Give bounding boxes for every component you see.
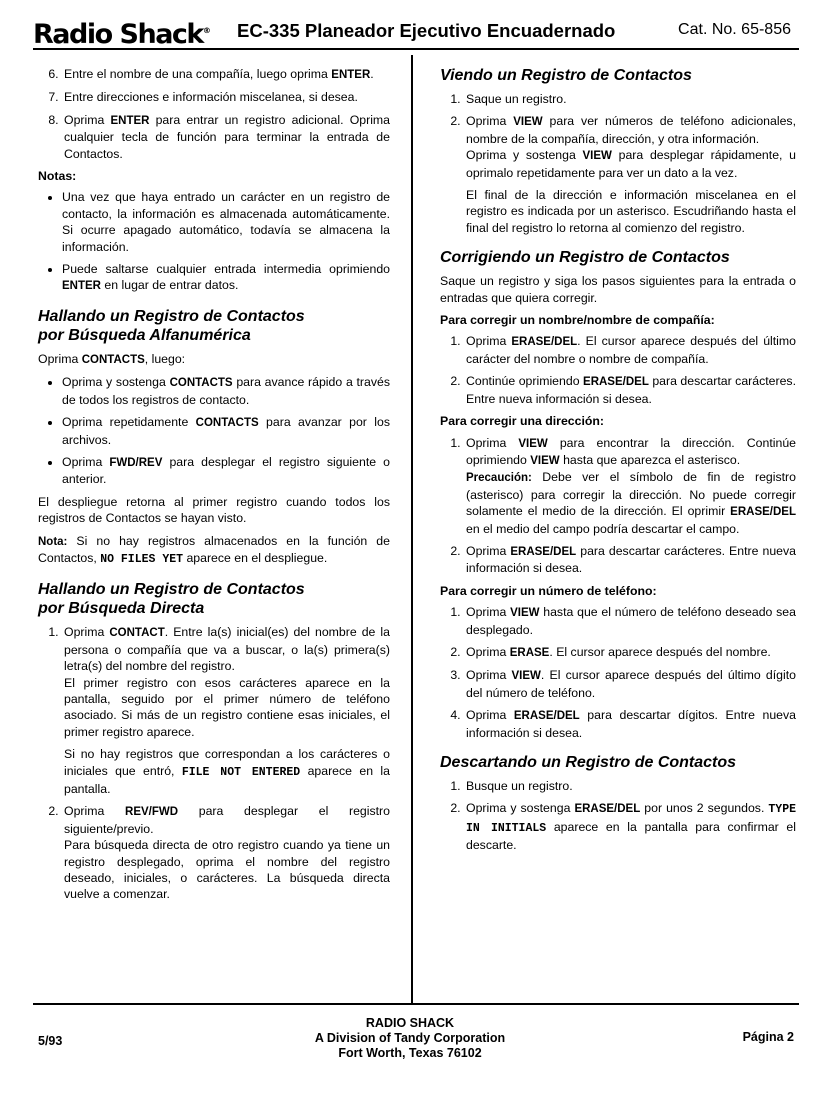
brand-logo-text: Radio Shack bbox=[33, 19, 203, 50]
list-item: 1. Oprima ERASE/DEL. El cursor aparece después del último carácter del nombre o nombre de compañía. bbox=[464, 333, 796, 367]
list-item: 2. Continúe oprimiendo ERASE/DEL para descartar carácteres. Entre nueva información si desea. bbox=[464, 373, 796, 407]
list-item: 2. Oprima VIEW para ver números de teléfono adicionales, nombre de la compañía, dirección, y otra información. Oprima y sostenga VIEW para desplegar rápidamente, u oprimalo repetidamente para ver un dato a la vez. El final de la dirección e información miscelanea en el registro es indicada por un asterisco. Escudriñando hasta el final del registro lo retorna al comienzo del registro. bbox=[464, 113, 796, 236]
page-number: Página 2 bbox=[742, 1030, 794, 1044]
view-list bbox=[440, 91, 796, 236]
correct-phone-list bbox=[440, 604, 796, 741]
right-column bbox=[440, 66, 796, 860]
list-item: 2. Oprima y sostenga ERASE/DEL por unos 2 segundos. TYPE IN INITIALS aparece en la pantalla para confirmar el descarte. bbox=[464, 800, 796, 853]
list-item: 1. Saque un registro. bbox=[464, 91, 796, 107]
list-item: 2. Oprima REV/FWD para desplegar el registro siguiente/previo. Para búsqueda directa de otro registro cuando ya tiene un registro desplegado, oprima el nombre del registro deseado, iniciales, o carácteres. La búsqueda directa vuelve a comenzar. bbox=[62, 803, 390, 902]
list-item: 1. Oprima VIEW para encontrar la dirección. Continúe oprimiendo VIEW hasta que aparezca el asterisco. Precaución: Debe ver el símbolo de fin de registro (asterisco) para corregir la dirección. No puede corregir solamente el medio de la dirección. El oprimir ERASE/DEL en el medio del campo podría descartar el campo. bbox=[464, 435, 796, 537]
footer-line-1: RADIO SHACK bbox=[365, 1016, 455, 1030]
footer-company bbox=[0, 1016, 820, 1061]
paragraph: Para búsqueda directa de otro registro cuando ya tiene un registro desplegado, oprima el nombre del registro deseado, iniciales, o carácteres. La búsqueda directa vuelve a comenzar. bbox=[64, 838, 390, 902]
direct-search-list bbox=[38, 624, 390, 903]
page-header bbox=[33, 14, 799, 50]
footer-line-2: A Division of Tandy Corporation bbox=[314, 1031, 506, 1045]
correct-address-list bbox=[440, 435, 796, 577]
list-item: • Oprima repetidamente CONTACTS para avanzar por los archivos. bbox=[62, 414, 390, 448]
list-item: 8. Oprima ENTER para entrar un registro adicional. Oprima cualquier tecla de función para terminar la entrada de Contactos. bbox=[62, 112, 390, 162]
note-paragraph: Nota: Si no hay registros almacenados en la función de Contactos, NO FILES YET aparece en el despliegue. bbox=[38, 533, 390, 566]
column-divider bbox=[411, 55, 413, 1005]
list-item: • Oprima FWD/REV para desplegar el registro siguiente o anterior. bbox=[62, 454, 390, 488]
notes-label: Notas: bbox=[38, 169, 77, 184]
footer-rule bbox=[33, 1003, 799, 1005]
subheading-address: Para corregir una dirección: bbox=[440, 414, 605, 429]
paragraph: Si no hay registros que correspondan a los carácteres o iniciales que entró, FILE NOT ENTERED aparece en la pantalla. bbox=[64, 747, 391, 796]
left-column bbox=[38, 66, 390, 909]
paragraph: Saque un registro y siga los pasos siguientes para la entrada o entradas que quiera corregir. bbox=[440, 274, 796, 305]
subheading-phone: Para corregir un número de teléfono: bbox=[440, 583, 657, 598]
catalog-number: Cat. No. 65-856 bbox=[678, 21, 791, 38]
footer-date: 5/93 bbox=[38, 1034, 63, 1048]
section-heading-view: Viendo un Registro de Contactos bbox=[440, 67, 692, 84]
list-item: 4. Oprima ERASE/DEL para descartar dígitos. Entre nueva información si desea. bbox=[464, 707, 796, 741]
paragraph: Oprima y sostenga VIEW para desplegar rápidamente, u oprimalo repetidamente para ver un dato a la vez. bbox=[466, 148, 796, 180]
list-item: 1. Oprima VIEW hasta que el número de teléfono deseado sea desplegado. bbox=[464, 604, 796, 638]
caution-paragraph: Precaución: Debe ver el símbolo de fin de registro (asterisco) para corregir la dirección. No puede corregir solamente el medio de la dirección. El oprimir ERASE/DEL en el medio del campo podría descartar el campo. bbox=[466, 470, 796, 536]
list-item: 2. Oprima ERASE/DEL para descartar carácteres. Entre nueva información si desea. bbox=[464, 543, 796, 577]
correct-name-list bbox=[440, 333, 796, 407]
document-title: EC-335 Planeador Ejecutivo Encuadernado bbox=[237, 20, 616, 41]
brand-logo bbox=[33, 14, 211, 52]
paragraph: El despliegue retorna al primer registro cuando todos los registros de Contactos se hayan visto. bbox=[38, 494, 390, 526]
discard-list bbox=[440, 778, 796, 854]
section-heading-alphanumeric: Hallando un Registro de Contactos por Búsqueda Alfanumérica bbox=[38, 307, 305, 344]
notes-list bbox=[38, 189, 390, 294]
list-item: 1. Oprima CONTACT. Entre la(s) inicial(es) del nombre de la persona o compañía que va a buscar, o la(s) primera(s) letra(s) del nombre del registro. El primer registro con esos carácteres aparece en la pantalla, seguido por el primer número de teléfono asociado. Si más de un registro contiene esas iniciales, el primer registro aparece. Si no hay registros que correspondan a los carácteres o iniciales que entró, FILE NOT ENTERED aparece en la pantalla. bbox=[62, 624, 390, 797]
paragraph: El final de la dirección e información miscelanea en el registro es indicada por un asterisco. Escudriñando hasta el final del registro lo retorna al comienzo del registro. bbox=[466, 188, 796, 235]
list-item: 7. Entre direcciones e información miscelanea, si desea. bbox=[62, 89, 390, 105]
footer-line-3: Fort Worth, Texas 76102 bbox=[338, 1046, 482, 1060]
alphanumeric-list bbox=[38, 374, 390, 487]
registered-mark: ® bbox=[202, 26, 211, 35]
list-item: • Una vez que haya entrado un carácter en un registro de contacto, la información es almacenada automáticamente. Si ocurre apagado automático, todavía se almacena la información. bbox=[62, 189, 390, 255]
paragraph: Oprima CONTACTS, luego: bbox=[38, 351, 186, 366]
paragraph: El primer registro con esos carácteres aparece en la pantalla, seguido por el primer número de teléfono asociado. Si más de un registro contiene esas iniciales, el primer registro aparece. bbox=[64, 675, 390, 739]
list-item: • Puede saltarse cualquier entrada intermedia oprimiendo ENTER en lugar de entrar datos. bbox=[62, 261, 390, 295]
list-item: 6. Entre el nombre de una compañía, luego oprima ENTER. bbox=[62, 66, 390, 83]
list-item: • Oprima y sostenga CONTACTS para avance rápido a través de todos los registros de contacto. bbox=[62, 374, 390, 408]
entry-steps-list bbox=[38, 66, 390, 162]
list-item: 1. Busque un registro. bbox=[464, 778, 796, 794]
section-heading-direct: Hallando un Registro de Contactos por Búsqueda Directa bbox=[38, 581, 305, 618]
section-heading-discard: Descartando un Registro de Contactos bbox=[440, 754, 737, 771]
list-item: 2. Oprima ERASE. El cursor aparece después del nombre. bbox=[464, 644, 796, 661]
subheading-name: Para corregir un nombre/nombre de compañía: bbox=[440, 313, 715, 328]
list-item: 3. Oprima VIEW. El cursor aparece después del último dígito del número de teléfono. bbox=[464, 667, 796, 701]
section-heading-correct: Corrigiendo un Registro de Contactos bbox=[440, 249, 730, 267]
